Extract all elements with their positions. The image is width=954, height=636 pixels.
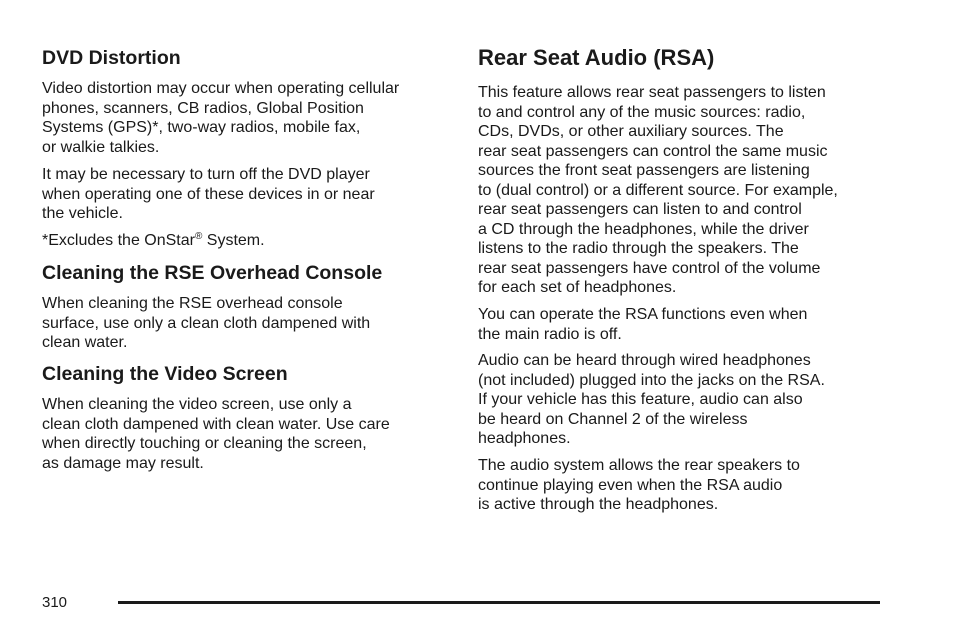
text-line: phones, scanners, CB radios, Global Position xyxy=(42,99,364,117)
text-line: to (dual control) or a different source. For example, xyxy=(478,181,838,199)
text-line: when directly touching or cleaning the screen, xyxy=(42,435,367,452)
text-line: a CD through the headphones, while the driver xyxy=(478,220,809,238)
text-line: If your vehicle has this feature, audio can also xyxy=(478,391,803,408)
cleaning-console-paragraph xyxy=(42,294,370,353)
text-line: listens to the radio through the speakers. The xyxy=(478,240,799,257)
text-line: Audio can be heard through wired headphones xyxy=(478,352,811,369)
text-line: clean cloth dampened with clean water. Use care xyxy=(42,415,390,433)
text-line: when operating one of these devices in or near xyxy=(42,185,375,203)
cleaning-screen-paragraph xyxy=(42,395,390,473)
text-line: sources the front seat passengers are listening xyxy=(478,162,810,179)
text-line: rear seat passengers can control the same music xyxy=(478,142,828,160)
text-line: Video distortion may occur when operating cellular xyxy=(42,80,400,97)
text-line: You can operate the RSA functions even when xyxy=(478,306,808,323)
text-line: clean water. xyxy=(42,334,128,351)
dvd-distortion-paragraph-1 xyxy=(42,79,399,157)
text-line: as damage may result. xyxy=(42,454,204,472)
text-line: be heard on Channel 2 of the wireless xyxy=(478,410,748,428)
text-line: CDs, DVDs, or other auxiliary sources. The xyxy=(478,123,784,140)
text-line: or walkie talkies. xyxy=(42,138,160,156)
text-line: When cleaning the RSE overhead console xyxy=(42,295,343,312)
text-line: is active through the headphones. xyxy=(478,496,719,513)
dvd-distortion-heading: DVD Distortion xyxy=(42,47,181,69)
text-line: Systems (GPS)*, two-way radios, mobile fax, xyxy=(42,119,361,136)
dvd-distortion-paragraph-2 xyxy=(42,165,375,224)
text-line: (not included) plugged into the jacks on the RSA. xyxy=(478,371,825,389)
text-line: to and control any of the music sources: radio, xyxy=(478,103,806,121)
text-line: surface, use only a clean cloth dampened with xyxy=(42,314,371,332)
text-line: When cleaning the video screen, use only a xyxy=(42,396,352,413)
cleaning-console-heading: Cleaning the RSE Overhead Console xyxy=(42,262,383,284)
text-line: headphones. xyxy=(478,430,571,447)
registered-mark: ® xyxy=(194,231,203,242)
footnote-suffix: System. xyxy=(202,232,265,249)
page-number: 310 xyxy=(42,594,68,611)
text-line: for each set of headphones. xyxy=(478,279,677,296)
footer-rule xyxy=(118,601,880,604)
text-line: rear seat passengers have control of the volume xyxy=(478,259,821,277)
text-line: continue playing even when the RSA audio xyxy=(478,476,783,494)
text-line: the main radio is off. xyxy=(478,325,622,343)
rsa-paragraph-2 xyxy=(478,305,807,344)
rsa-paragraph-3 xyxy=(478,351,825,449)
text-line: The audio system allows the rear speakers to xyxy=(478,457,800,474)
text-line: rear seat passengers can listen to and control xyxy=(478,201,802,218)
footnote-line xyxy=(42,231,265,251)
footnote-prefix: *Excludes the OnStar xyxy=(42,232,195,249)
rsa-paragraph-4 xyxy=(478,456,800,515)
text-line: This feature allows rear seat passengers to listen xyxy=(478,84,826,101)
text-line: the vehicle. xyxy=(42,205,123,222)
text-line: It may be necessary to turn off the DVD player xyxy=(42,166,370,183)
cleaning-screen-heading: Cleaning the Video Screen xyxy=(42,363,288,385)
onstar-footnote xyxy=(42,231,265,251)
rsa-paragraph-1 xyxy=(478,83,838,298)
rsa-heading: Rear Seat Audio (RSA) xyxy=(478,45,715,70)
